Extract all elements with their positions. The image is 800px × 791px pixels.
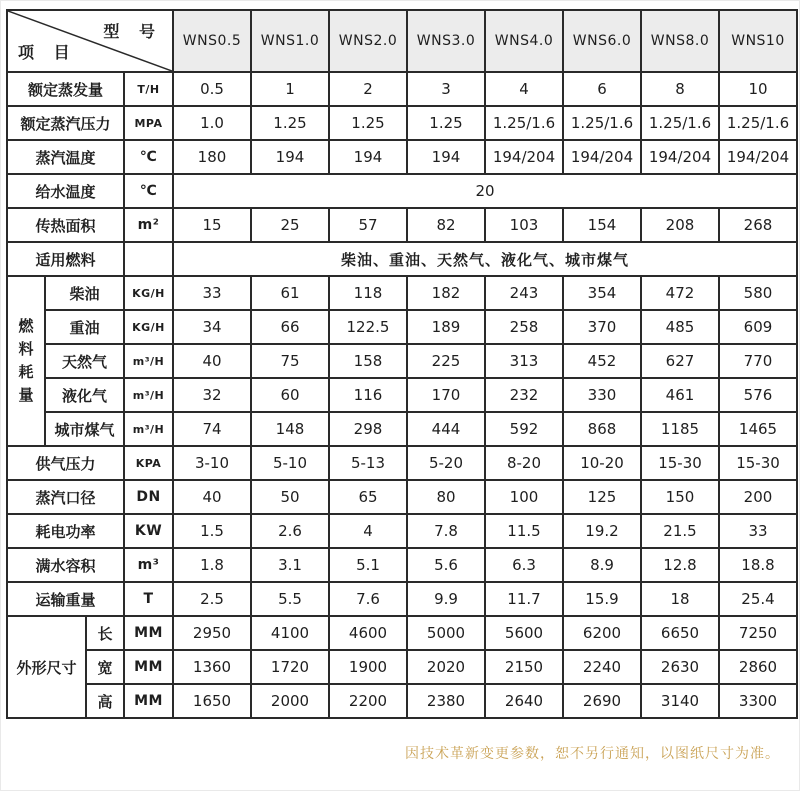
value-cell: 12.8 <box>641 548 719 582</box>
value-cell: 125 <box>563 480 641 514</box>
value-cell: 100 <box>485 480 563 514</box>
value-cell: 1650 <box>173 684 251 718</box>
value-cell: 3-10 <box>173 446 251 480</box>
value-cell: 182 <box>407 276 485 310</box>
value-cell: 868 <box>563 412 641 446</box>
table-row <box>7 514 797 548</box>
value-cell: 25.4 <box>719 582 797 616</box>
row-sublabel: 柴油 <box>45 276 124 310</box>
value-cell: 3300 <box>719 684 797 718</box>
row-label: 供气压力 <box>7 446 124 480</box>
group-label <box>7 276 45 446</box>
corner-item-label: 项 目 <box>18 43 77 62</box>
value-cell: 194 <box>251 140 329 174</box>
value-cell: 5000 <box>407 616 485 650</box>
table-row <box>7 582 797 616</box>
row-sublabel: 高 <box>86 684 124 718</box>
unit-cell: m³/H <box>124 344 173 378</box>
header-row <box>7 10 797 72</box>
table-row <box>7 446 797 480</box>
value-cell: 75 <box>251 344 329 378</box>
value-cell: 2950 <box>173 616 251 650</box>
value-cell: 4 <box>329 514 407 548</box>
value-cell: 6 <box>563 72 641 106</box>
value-cell: 34 <box>173 310 251 344</box>
value-cell: 32 <box>173 378 251 412</box>
row-label: 额定蒸发量 <box>7 72 124 106</box>
table-row <box>7 378 797 412</box>
row-label: 传热面积 <box>7 208 124 242</box>
table-row <box>7 106 797 140</box>
row-sublabel: 长 <box>86 616 124 650</box>
model-header: WNS2.0 <box>329 10 407 72</box>
value-cell: 313 <box>485 344 563 378</box>
table-row <box>7 72 797 106</box>
value-cell: 5-10 <box>251 446 329 480</box>
value-cell: 258 <box>485 310 563 344</box>
value-cell: 1900 <box>329 650 407 684</box>
value-cell: 770 <box>719 344 797 378</box>
value-cell: 609 <box>719 310 797 344</box>
value-cell: 11.7 <box>485 582 563 616</box>
value-cell: 4600 <box>329 616 407 650</box>
unit-cell: m² <box>124 208 173 242</box>
span-value-cell: 20 <box>173 174 797 208</box>
value-cell: 1.25 <box>251 106 329 140</box>
row-sublabel: 液化气 <box>45 378 124 412</box>
value-cell: 2.6 <box>251 514 329 548</box>
value-cell: 268 <box>719 208 797 242</box>
unit-cell: m³/H <box>124 378 173 412</box>
value-cell: 154 <box>563 208 641 242</box>
value-cell: 25 <box>251 208 329 242</box>
diagonal-header-cell <box>7 10 173 72</box>
value-cell: 232 <box>485 378 563 412</box>
value-cell: 208 <box>641 208 719 242</box>
row-label: 蒸汽口径 <box>7 480 124 514</box>
value-cell: 5.5 <box>251 582 329 616</box>
model-header: WNS1.0 <box>251 10 329 72</box>
model-header: WNS4.0 <box>485 10 563 72</box>
value-cell: 4 <box>485 72 563 106</box>
value-cell: 370 <box>563 310 641 344</box>
value-cell: 40 <box>173 344 251 378</box>
value-cell: 8-20 <box>485 446 563 480</box>
value-cell: 5600 <box>485 616 563 650</box>
value-cell: 354 <box>563 276 641 310</box>
value-cell: 0.5 <box>173 72 251 106</box>
value-cell: 194/204 <box>485 140 563 174</box>
row-label: 额定蒸汽压力 <box>7 106 124 140</box>
value-cell: 65 <box>329 480 407 514</box>
row-label: 耗电功率 <box>7 514 124 548</box>
table-row <box>7 140 797 174</box>
value-cell: 485 <box>641 310 719 344</box>
unit-cell: MM <box>124 684 173 718</box>
value-cell: 1.25/1.6 <box>485 106 563 140</box>
value-cell: 61 <box>251 276 329 310</box>
value-cell: 2200 <box>329 684 407 718</box>
value-cell: 2020 <box>407 650 485 684</box>
value-cell: 66 <box>251 310 329 344</box>
value-cell: 4100 <box>251 616 329 650</box>
value-cell: 50 <box>251 480 329 514</box>
span-value-cell: 柴油、重油、天然气、液化气、城市煤气 <box>173 242 797 276</box>
unit-cell: m³/H <box>124 412 173 446</box>
row-sublabel: 重油 <box>45 310 124 344</box>
value-cell: 2000 <box>251 684 329 718</box>
value-cell: 2380 <box>407 684 485 718</box>
unit-cell: MPA <box>124 106 173 140</box>
value-cell: 627 <box>641 344 719 378</box>
value-cell: 10-20 <box>563 446 641 480</box>
table-row <box>7 276 797 310</box>
table-row <box>7 174 797 208</box>
value-cell: 1465 <box>719 412 797 446</box>
unit-cell: DN <box>124 480 173 514</box>
row-sublabel: 宽 <box>86 650 124 684</box>
value-cell: 194 <box>407 140 485 174</box>
value-cell: 1.25 <box>407 106 485 140</box>
group-label-text: 外形尺寸 <box>16 658 77 677</box>
value-cell: 2860 <box>719 650 797 684</box>
row-label: 给水温度 <box>7 174 124 208</box>
value-cell: 8.9 <box>563 548 641 582</box>
value-cell: 3.1 <box>251 548 329 582</box>
value-cell: 1.25 <box>329 106 407 140</box>
row-label: 满水容积 <box>7 548 124 582</box>
value-cell: 2.5 <box>173 582 251 616</box>
value-cell: 592 <box>485 412 563 446</box>
value-cell: 122.5 <box>329 310 407 344</box>
value-cell: 1.8 <box>173 548 251 582</box>
value-cell: 15.9 <box>563 582 641 616</box>
value-cell: 21.5 <box>641 514 719 548</box>
table-row <box>7 344 797 378</box>
value-cell: 5.6 <box>407 548 485 582</box>
value-cell: 194/204 <box>641 140 719 174</box>
value-cell: 158 <box>329 344 407 378</box>
value-cell: 118 <box>329 276 407 310</box>
model-header: WNS0.5 <box>173 10 251 72</box>
value-cell: 194 <box>329 140 407 174</box>
value-cell: 3140 <box>641 684 719 718</box>
value-cell: 9.9 <box>407 582 485 616</box>
table-row <box>7 480 797 514</box>
footnote: 因技术革新变更参数，恕不另行通知，以图纸尺寸为准。 <box>405 746 780 762</box>
group-label-text: 燃料耗量 <box>18 316 34 405</box>
value-cell: 1.0 <box>173 106 251 140</box>
value-cell: 452 <box>563 344 641 378</box>
row-label: 运输重量 <box>7 582 124 616</box>
model-header: WNS10 <box>719 10 797 72</box>
value-cell: 148 <box>251 412 329 446</box>
value-cell: 116 <box>329 378 407 412</box>
value-cell: 225 <box>407 344 485 378</box>
table-row <box>7 208 797 242</box>
table-row <box>7 684 797 718</box>
value-cell: 194/204 <box>719 140 797 174</box>
unit-cell: KW <box>124 514 173 548</box>
value-cell: 40 <box>173 480 251 514</box>
value-cell: 2 <box>329 72 407 106</box>
value-cell: 6.3 <box>485 548 563 582</box>
value-cell: 200 <box>719 480 797 514</box>
row-label: 适用燃料 <box>7 242 124 276</box>
value-cell: 2690 <box>563 684 641 718</box>
value-cell: 15-30 <box>719 446 797 480</box>
row-label: 蒸汽温度 <box>7 140 124 174</box>
value-cell: 8 <box>641 72 719 106</box>
unit-cell: KG/H <box>124 276 173 310</box>
value-cell: 57 <box>329 208 407 242</box>
value-cell: 33 <box>719 514 797 548</box>
value-cell: 170 <box>407 378 485 412</box>
spec-table <box>6 9 798 719</box>
group-label <box>7 616 86 718</box>
row-sublabel: 城市煤气 <box>45 412 124 446</box>
model-header: WNS3.0 <box>407 10 485 72</box>
value-cell: 1185 <box>641 412 719 446</box>
value-cell: 11.5 <box>485 514 563 548</box>
unit-cell: MM <box>124 616 173 650</box>
value-cell: 243 <box>485 276 563 310</box>
value-cell: 60 <box>251 378 329 412</box>
row-sublabel: 天然气 <box>45 344 124 378</box>
value-cell: 82 <box>407 208 485 242</box>
value-cell: 1 <box>251 72 329 106</box>
unit-cell: T <box>124 582 173 616</box>
table-body <box>7 72 797 718</box>
value-cell: 1.25/1.6 <box>641 106 719 140</box>
value-cell: 3 <box>407 72 485 106</box>
value-cell: 19.2 <box>563 514 641 548</box>
value-cell: 2630 <box>641 650 719 684</box>
unit-cell: T/H <box>124 72 173 106</box>
value-cell: 1.25/1.6 <box>719 106 797 140</box>
value-cell: 7250 <box>719 616 797 650</box>
unit-cell: ℃ <box>124 140 173 174</box>
value-cell: 80 <box>407 480 485 514</box>
value-cell: 103 <box>485 208 563 242</box>
table-row <box>7 412 797 446</box>
value-cell: 1720 <box>251 650 329 684</box>
model-header: WNS8.0 <box>641 10 719 72</box>
value-cell: 7.8 <box>407 514 485 548</box>
value-cell: 150 <box>641 480 719 514</box>
value-cell: 2240 <box>563 650 641 684</box>
value-cell: 330 <box>563 378 641 412</box>
unit-cell: m³ <box>124 548 173 582</box>
model-header: WNS6.0 <box>563 10 641 72</box>
value-cell: 444 <box>407 412 485 446</box>
value-cell: 2150 <box>485 650 563 684</box>
value-cell: 194/204 <box>563 140 641 174</box>
unit-cell <box>124 242 173 276</box>
value-cell: 472 <box>641 276 719 310</box>
value-cell: 180 <box>173 140 251 174</box>
value-cell: 15-30 <box>641 446 719 480</box>
value-cell: 5-20 <box>407 446 485 480</box>
unit-cell: ℃ <box>124 174 173 208</box>
table-row <box>7 650 797 684</box>
value-cell: 15 <box>173 208 251 242</box>
value-cell: 18.8 <box>719 548 797 582</box>
unit-cell: KPA <box>124 446 173 480</box>
value-cell: 580 <box>719 276 797 310</box>
value-cell: 10 <box>719 72 797 106</box>
value-cell: 18 <box>641 582 719 616</box>
table-row <box>7 616 797 650</box>
value-cell: 7.6 <box>329 582 407 616</box>
value-cell: 6200 <box>563 616 641 650</box>
value-cell: 5-13 <box>329 446 407 480</box>
unit-cell: MM <box>124 650 173 684</box>
value-cell: 461 <box>641 378 719 412</box>
value-cell: 1.5 <box>173 514 251 548</box>
table-row <box>7 242 797 276</box>
table-row <box>7 310 797 344</box>
unit-cell: KG/H <box>124 310 173 344</box>
value-cell: 576 <box>719 378 797 412</box>
value-cell: 1360 <box>173 650 251 684</box>
table-row <box>7 548 797 582</box>
value-cell: 1.25/1.6 <box>563 106 641 140</box>
corner-model-label: 型 号 <box>103 22 162 41</box>
value-cell: 189 <box>407 310 485 344</box>
value-cell: 298 <box>329 412 407 446</box>
value-cell: 6650 <box>641 616 719 650</box>
value-cell: 33 <box>173 276 251 310</box>
value-cell: 5.1 <box>329 548 407 582</box>
value-cell: 74 <box>173 412 251 446</box>
value-cell: 2640 <box>485 684 563 718</box>
